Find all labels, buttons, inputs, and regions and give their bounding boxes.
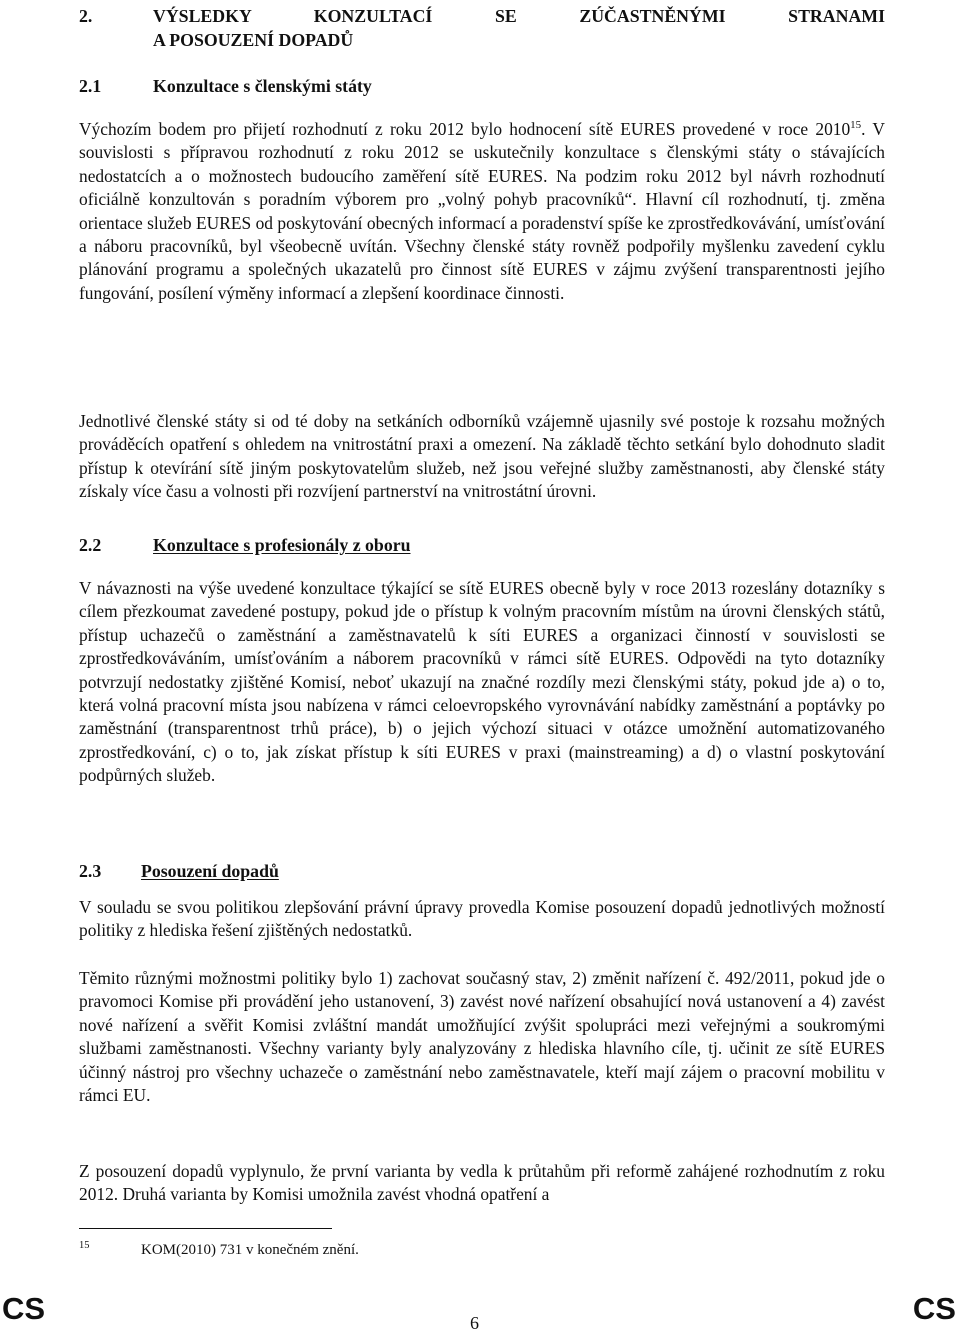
paragraph: V návaznosti na výše uvedené konzultace týkající se sítě EURES obecně byly v roce 2013 rozeslány dotazníky s cílem přezkoumat zavedené postupy, pokud jde o přístup k volným pracovním místům na úrovni členských států, přístup uchazečů o zaměstnání a zaměstnavatelů k síti EURES a organizaci činností v souvislosti se zprostředkováváním, umísťováním a náborem pracovníků v rámci sítě EURES. Odpovědi na tyto dotazníky potvrzují nedostatky zjištěné Komisí, neboť ukazují na značné rozdíly mezi členskými státy, pokud jde a) o to, která volná pracovní místa jsou nabízena v rámci celoevropského vyrovnávání nabídky zaměstnání a poptávky po zaměstnání (transparentnost trhů práce), b) o jejich výchozí situaci v otázce umožnění automatizovaného zprostředkování, c) o to, jak získat přístup k síti EURES v praxi (mainstreaming) a d) o vlastní poskytování podpůrných služeb. [79, 578, 885, 786]
subsection-heading-2-1 [79, 74, 372, 98]
language-code-right: CS [912, 1291, 956, 1326]
language-code-left: CS [2, 1291, 46, 1326]
subsection-title: Konzultace s členskými státy [153, 76, 372, 96]
paragraph: Z posouzení dopadů vyplynulo, že první varianta by vedla k průtahům při reformě zahájené rozhodnutím z roku 2012. Druhá varianta by Komisi umožnila zavést vhodná opatření a [79, 1161, 885, 1205]
subsection-heading-2-2 [79, 533, 411, 557]
paragraph [79, 118, 885, 305]
section-heading [79, 4, 885, 52]
subsection-title: Konzultace s profesionály z oboru [153, 535, 411, 555]
footnote-text: KOM(2010) 731 v konečném znění. [141, 1242, 359, 1258]
paragraph: Jednotlivé členské státy si od té doby na setkáních odborníků vzájemně ujasnily své postoje k rozsahu možných prováděcích opatření s ohledem na vnitrostátní praxi a omezení. Na základě těchto setkání bylo dohodnuto sladit přístup k otevírání sítě jiným poskytovatelům služeb, než jsou veřejné služby zaměstnanosti, aby členské státy získaly více času a volnosti při rozvíjení partnerství na vnitrostátní úrovni. [79, 411, 885, 502]
section-number: 2. [79, 6, 93, 26]
footnote-separator [79, 1228, 332, 1229]
section-title-line1: VÝSLEDKY KONZULTACÍ SE ZÚČASTNĚNÝMI STRANAMI [153, 6, 885, 26]
subsection-number: 2.1 [79, 76, 102, 96]
subsection-title: Posouzení dopadů [141, 861, 279, 881]
paragraph: V souladu se svou politikou zlepšování právní úpravy provedla Komise posouzení dopadů jednotlivých možností politiky z hlediska řešení zjištěných nedostatků. [79, 897, 885, 941]
page-number: 6 [470, 1313, 479, 1333]
footnote-number: 15 [79, 1240, 90, 1251]
footnote-ref: 15 [850, 119, 862, 131]
subsection-number: 2.2 [79, 535, 102, 555]
subsection-number: 2.3 [79, 861, 102, 881]
paragraph: Těmito různými možnostmi politiky bylo 1) zachovat současný stav, 2) změnit nařízení č. 492/2011, pokud jde o pravomoci Komise při provádění jeho ustanovení, 3) zavést nové nařízení obsahující nová ustanovení a 4) zavést nové nařízení a svěřit Komisi zvláštní mandát umožňující zvýšit spolupráci mezi veřejnými a soukromými službami zaměstnanosti. Všechny varianty byly analyzovány z hlediska hlavního cíle, tj. učinit ze sítě EURES účinný nástroj pro všechny uchazeče o zaměstnání nebo zaměstnavatele, kteří mají zájem o pracovní mobilitu v rámci EU. [79, 968, 885, 1106]
subsection-heading-2-3 [79, 859, 279, 883]
section-title-line2: A POSOUZENÍ DOPADŮ [153, 30, 354, 50]
paragraph-text: . V souvislosti s přípravou rozhodnutí z roku 2012 se uskutečnily konzultace s členskými státy o stávajících nedostatcích a o možnostech budoucího zaměření sítě EURES. Na podzim roku 2012 byl návrh rozhodnutí oficiálně konzultován s poradním výborem pro „volný pohyb pracovníků“. Hlavní cíl rozhodnutí, tj. změna orientace služeb EURES od poskytování obecných informací a poradenství spíše ke zprostředkovávání, umísťování a náboru pracovníků, byl všeobecně uvítán. Všechny členské státy rovněž podpořily myšlenku zavedení cyklu plánování programu a společných ukazatelů pro činnost sítě EURES v zájmu zvýšení transparentnosti jejího fungování, posílení výměny informací a zlepšení koordinace činnosti. [79, 119, 885, 303]
paragraph-text: Výchozím bodem pro přijetí rozhodnutí z roku 2012 bylo hodnocení sítě EURES provedené v roce 2010 [79, 119, 851, 139]
